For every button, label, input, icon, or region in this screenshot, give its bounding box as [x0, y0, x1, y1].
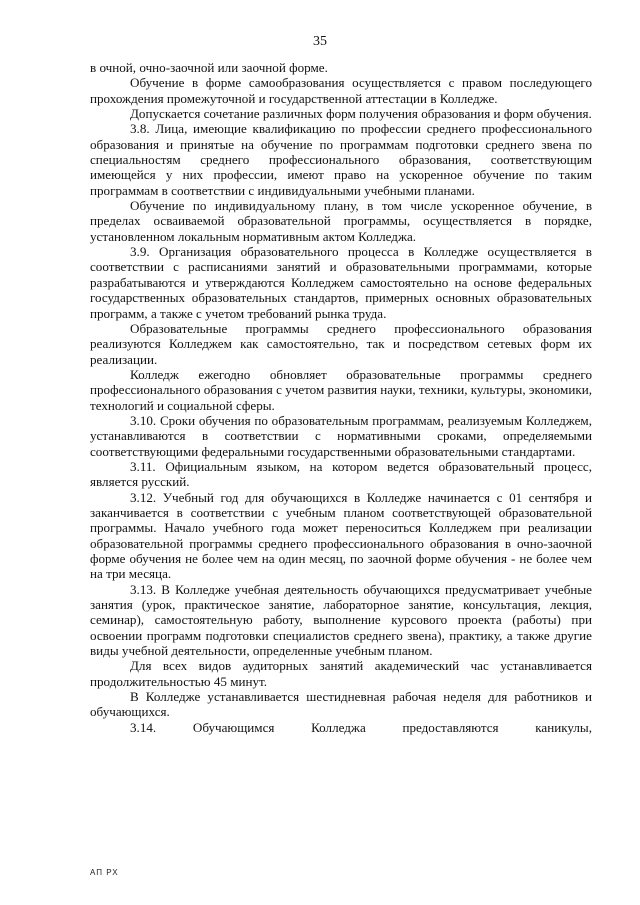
paragraph: 3.10. Сроки обучения по образовательным программам, реализуемым Колледжем, устанавливаются в соответствии с нормативными сроками, определяемыми соответствующими федеральными государственными образовательными стандартами.	[90, 412, 592, 459]
document-body	[90, 60, 592, 735]
paragraph: Обучение в форме самообразования осуществляется с правом последующего прохождения промежуточной и государственной аттестации в Колледже.	[90, 75, 592, 106]
paragraph: в очной, очно-заочной или заочной форме.	[90, 60, 328, 75]
paragraph-continued: 3.14. Обучающимся Колледжа предоставляются каникулы,	[130, 719, 592, 735]
page-number: 35	[313, 34, 327, 49]
paragraph: 3.13. В Колледже учебная деятельность обучающихся предусматривает учебные занятия (урок, практическое занятие, лабораторное занятие, консультация, лекция, семинар), самостоятельную работу, выполнение курсового проекта (работы) при освоении программ подготовки специалистов среднего звена), практику, а также другие виды учебной деятельности, определенные учебным планом.	[90, 581, 592, 659]
paragraph: 3.9. Организация образовательного процесса в Колледже осуществляется в соответствии с расписаниями занятий и образовательными программами, которые разрабатываются и утверждаются Колледжем самостоятельно на основе федеральных государственных образовательных стандартов, примерных основных образовательных программ, а также с учетом требований рынка труда.	[90, 244, 592, 321]
footer-mark: АП РХ	[90, 868, 119, 877]
paragraph: Колледж ежегодно обновляет образовательные программы среднего профессионального образования с учетом развития науки, техники, культуры, экономики, технологий и социальной сферы.	[90, 366, 592, 413]
paragraph: 3.8. Лица, имеющие квалификацию по профессии среднего профессионального образования и принятые на обучение по программам подготовки среднего звена по специальностям среднего профессионального образования, соответствующим имеющейся у них профессии, имеют право на ускоренное обучение по таким программам в соответствии с индивидуальными учебными планами.	[90, 121, 592, 198]
paragraph: 3.12. Учебный год для обучающихся в Колледже начинается с 01 сентября и заканчивается в соответствии с учебным планом соответствующей образовательной программы. Начало учебного года может переноситься Колледжем при реализации образовательной программы среднего профессионального образования в очно-заочной форме обучения не более чем на один месяц, по заочной форме обучения - не более чем на три месяца.	[90, 489, 592, 582]
paragraph: Обучение по индивидуальному плану, в том числе ускоренное обучение, в пределах осваиваемой образовательной программы, осуществляется в порядке, установленном локальным нормативным актом Колледжа.	[90, 198, 592, 244]
paragraph: 3.11. Официальным языком, на котором ведется образовательный процесс, является русский.	[90, 458, 592, 490]
paragraph: Образовательные программы среднего профессионального образования реализуются Колледжем как самостоятельно, так и посредством сетевых форм их реализации.	[90, 320, 592, 367]
paragraph: Для всех видов аудиторных занятий академический час устанавливается продолжительностью 45 минут.	[90, 658, 592, 689]
paragraph: В Колледже устанавливается шестидневная рабочая неделя для работников и обучающихся.	[90, 689, 592, 720]
paragraph: Допускается сочетание различных форм получения образования и форм обучения.	[130, 106, 592, 122]
